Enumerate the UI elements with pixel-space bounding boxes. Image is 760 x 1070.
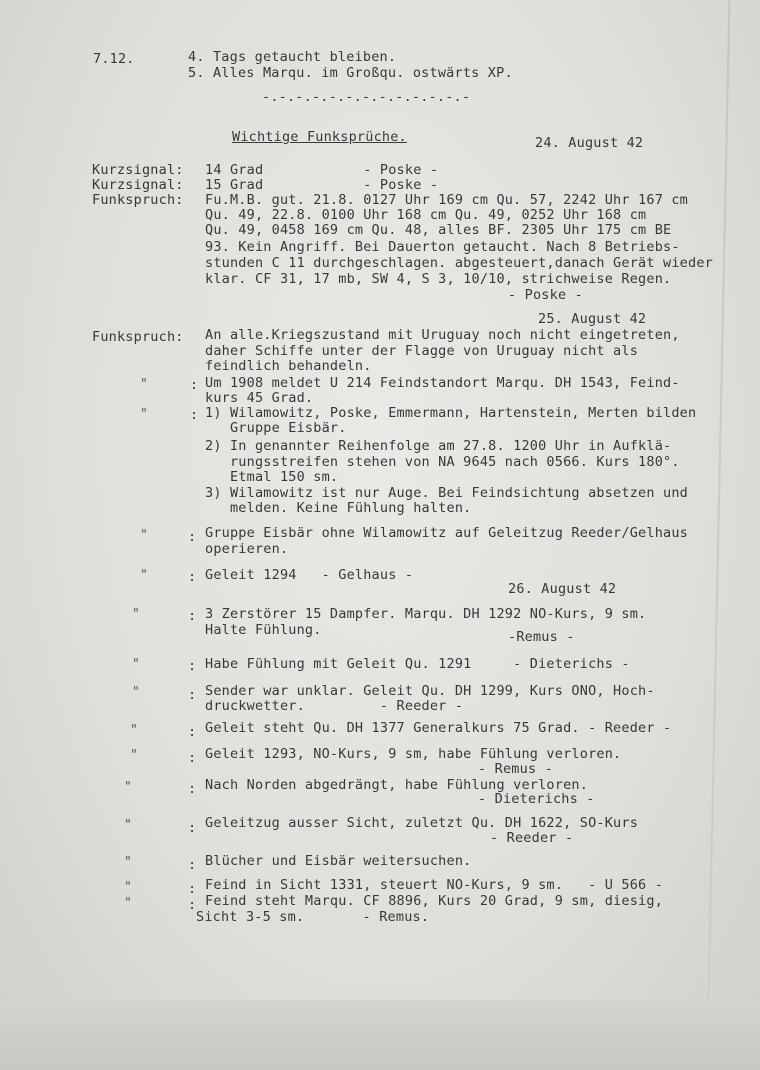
message-line: Geleit 1294 - Gelhaus - [205,567,414,583]
colon-mark: : [188,687,197,703]
section-title: Wichtige Funksprüche. [232,129,407,145]
ditto-mark: " [124,855,133,870]
top-item-4: 4. Tags getaucht bleiben. [188,49,397,65]
kurzsignal-2-text: 15 Grad - Poske - [205,177,439,193]
message-line: Um 1908 meldet U 214 Feindstandort Marqu. DH 1543, Feind- [205,375,680,391]
ditto-mark: " [140,377,149,392]
message-signature: - Dieterichs - [478,791,595,807]
kurzsignal-1-label: Kurzsignal: [92,162,184,178]
paper-fold [708,0,731,1000]
message-line: 3) Wilamowitz ist nur Auge. Bei Feindsichtung absetzen und [205,485,689,501]
colon-mark: : [188,529,197,545]
message-line: melden. Keine Fühlung halten. [205,500,472,516]
message-line: Geleit steht Qu. DH 1377 Generalkurs 75 Grad. - Reeder - [205,720,672,736]
message-line: Etmal 150 sm. [205,469,339,485]
funkspruch-line: klar. CF 31, 17 mb, SW 4, S 3, 10/10, strichweise Regen. [205,271,672,287]
funkspruch-line: daher Schiffe unter der Flagge von Uruguay nicht als [205,343,639,359]
date-25-august: 25. August 42 [538,311,647,327]
funkspruch-line: Fu.M.B. gut. 21.8. 0127 Uhr 169 cm Qu. 57, 2242 Uhr 167 cm [205,192,689,208]
separator-line: -.-.-.-.-.-.-.-.-.-.-.-.- [262,89,471,105]
colon-mark: : [188,724,197,740]
funkspruch-label: Funkspruch: [92,192,184,208]
funkspruch-line: 93. Kein Angriff. Bei Dauerton getaucht. Nach 8 Betriebs- [205,239,680,255]
colon-mark: : [188,658,197,674]
colon-mark: : [188,857,197,873]
ditto-mark: " [140,528,149,543]
colon-mark: : [188,569,197,585]
message-line: Gruppe Eisbär. [205,420,347,436]
top-item-5: 5. Alles Marqu. im Großqu. ostwärts XP. [188,65,513,81]
message-line: Halte Fühlung. [205,622,322,638]
colon-mark: : [190,407,199,423]
top-date: 7.12. [93,51,135,67]
message-line: Sender war unklar. Geleit Qu. DH 1299, Kurs ONO, Hoch- [205,683,655,699]
ditto-mark: " [124,880,133,895]
message-line: Gruppe Eisbär ohne Wilamowitz auf Geleitzug Reeder/Gelhaus [205,525,689,541]
funkspruch-line: Qu. 49, 22.8. 0100 Uhr 168 cm Qu. 49, 0252 Uhr 168 cm [205,207,647,223]
funkspruch-signature: - Poske - [508,287,583,303]
colon-mark: : [190,377,199,393]
message-line: Habe Fühlung mit Geleit Qu. 1291 - Dieterichs - [205,656,630,672]
message-line: 3 Zerstörer 15 Dampfer. Marqu. DH 1292 NO-Kurs, 9 sm. [205,606,647,622]
ditto-mark: " [130,723,139,738]
kurzsignal-1-text: 14 Grad - Poske - [205,162,439,178]
ditto-mark: " [140,407,149,422]
message-line: Geleitzug ausser Sicht, zuletzt Qu. DH 1622, SO-Kurs [205,815,639,831]
colon-mark: : [188,750,197,766]
funkspruch-label: Funkspruch: [92,329,184,345]
message-signature: - Reeder - [490,830,574,846]
colon-mark: : [188,820,197,836]
funkspruch-line: stunden C 11 durchgeschlagen. abgesteuert,danach Gerät wieder [205,255,713,271]
message-line: operieren. [205,541,289,557]
funkspruch-line: An alle.Kriegszustand mit Uruguay noch nicht eingetreten, [205,327,680,343]
message-line: 2) In genannter Reihenfolge am 27.8. 1200 Uhr in Aufklä- [205,438,672,454]
date-26-august: 26. August 42 [508,581,617,597]
message-signature: - Remus - [478,761,553,777]
date-24-august: 24. August 42 [535,135,644,151]
message-line: Feind steht Marqu. CF 8896, Kurs 20 Grad, 9 sm, diesig, [205,893,664,909]
ditto-mark: " [124,896,133,911]
colon-mark: : [188,897,197,913]
message-line: rungsstreifen stehen von NA 9645 nach 0566. Kurs 180°. [205,454,680,470]
paper-edge [0,1000,760,1070]
message-line: 1) Wilamowitz, Poske, Emmermann, Hartenstein, Merten bilden [205,405,697,421]
message-line: Feind in Sicht 1331, steuert NO-Kurs, 9 sm. - U 566 - [205,877,664,893]
message-line: Nach Norden abgedrängt, habe Fühlung verloren. [205,777,589,793]
funkspruch-line: Qu. 49, 0458 169 cm Qu. 48, alles BF. 2305 Uhr 175 cm BE [205,222,672,238]
message-line: Geleit 1293, NO-Kurs, 9 sm, habe Fühlung verloren. [205,746,622,762]
message-signature: -Remus - [508,629,575,645]
colon-mark: : [188,781,197,797]
ditto-mark: " [130,748,139,763]
ditto-mark: " [140,568,149,583]
message-line: Blücher und Eisbär weitersuchen. [205,853,472,869]
colon-mark: : [188,881,197,897]
ditto-mark: " [132,657,141,672]
message-line: kurs 45 Grad. [205,390,314,406]
kurzsignal-2-label: Kurzsignal: [92,177,184,193]
ditto-mark: " [132,685,141,700]
ditto-mark: " [132,607,141,622]
ditto-mark: " [124,780,133,795]
message-line: Sicht 3-5 sm. - Remus. [196,909,430,925]
ditto-mark: " [124,818,133,833]
message-line: druckwetter. - Reeder - [205,698,464,714]
funkspruch-line: feindlich behandeln. [205,358,372,374]
colon-mark: : [188,608,197,624]
